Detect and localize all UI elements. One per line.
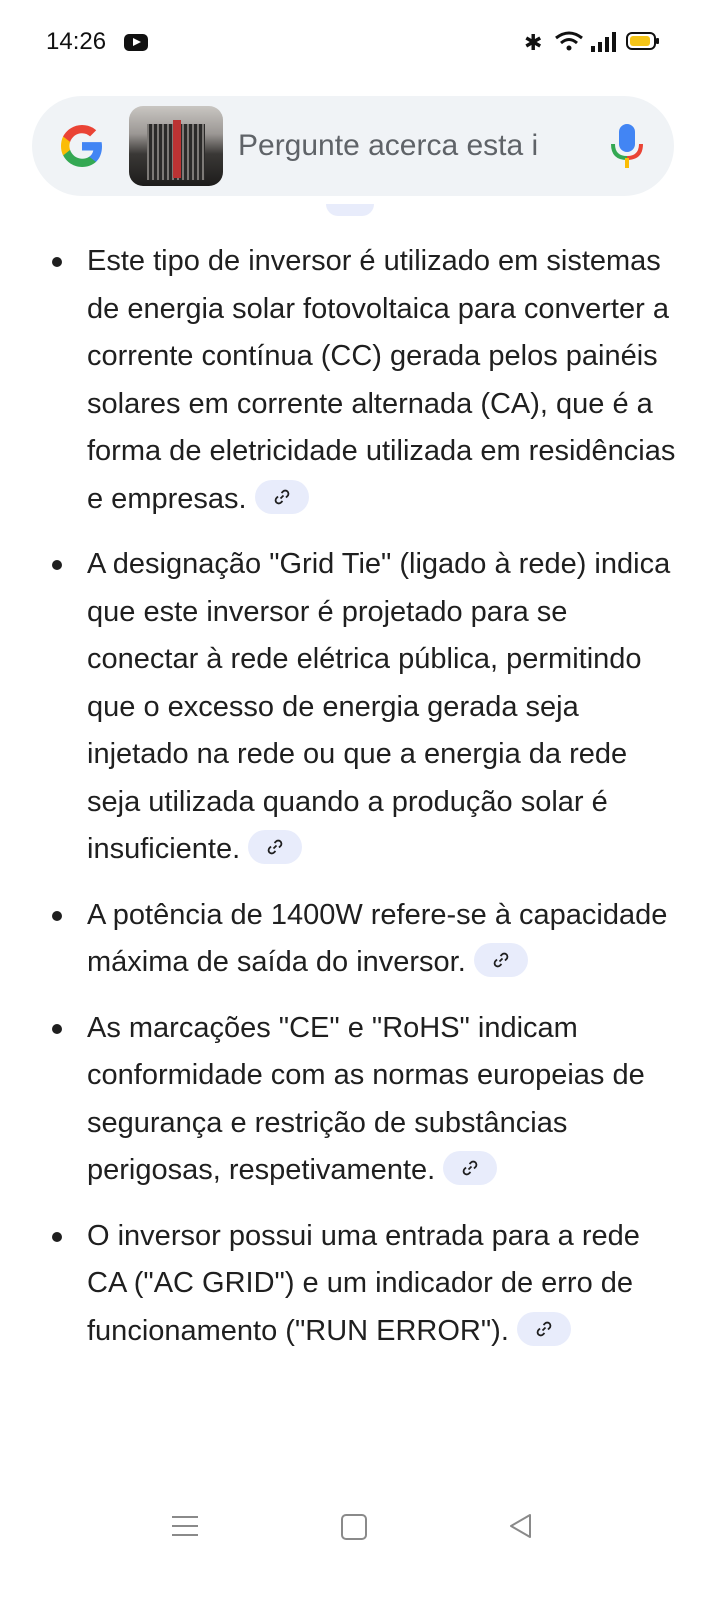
list-item [0, 541, 720, 874]
google-logo-icon[interactable] [58, 122, 106, 170]
source-link-chip[interactable] [474, 943, 528, 977]
home-button[interactable] [341, 1514, 367, 1540]
list-item-text: As marcações "CE" e "RoHS" indicam conformidade com as normas europeias de segurança e restrição de substâncias perigosas, respetivamente. [87, 1011, 645, 1186]
scroll-indicator [326, 204, 374, 216]
battery-icon [626, 32, 656, 50]
search-bar[interactable] [32, 96, 674, 196]
wifi-icon [554, 30, 584, 52]
source-link-chip[interactable] [248, 830, 302, 864]
list-item-text: Este tipo de inversor é utilizado em sistemas de energia solar fotovoltaica para converter a corrente contínua (CC) gerada pelos painéis solares em corrente alternada (CA), que é a forma de eletricidade utilizada em residências e empresas. [87, 245, 676, 515]
bullet-list [0, 238, 720, 1355]
answer-content [0, 238, 720, 1373]
link-icon [492, 951, 510, 969]
link-icon [266, 838, 284, 856]
bluetooth-icon: ✱ [524, 30, 543, 55]
list-item [0, 238, 720, 523]
back-button[interactable] [507, 1512, 533, 1540]
bullet-dot [52, 911, 62, 921]
link-icon [535, 1320, 553, 1338]
search-input[interactable] [238, 126, 568, 166]
link-icon [461, 1159, 479, 1177]
list-item-text: A potência de 1400W refere-se à capacidade máxima de saída do inversor. [87, 898, 668, 978]
status-time: 14:26 [46, 28, 107, 55]
source-link-chip[interactable] [517, 1312, 571, 1346]
bullet-dot [52, 257, 62, 267]
signal-icon [590, 32, 618, 52]
source-link-chip[interactable] [255, 480, 309, 514]
recent-apps-button[interactable] [172, 1516, 198, 1536]
list-item [0, 1005, 720, 1195]
microphone-icon[interactable] [610, 122, 644, 170]
bullet-dot [52, 1232, 62, 1242]
query-image-thumbnail[interactable] [129, 106, 223, 186]
list-item [0, 1213, 720, 1356]
youtube-icon [124, 34, 148, 51]
status-bar [0, 0, 720, 88]
list-item-text: O inversor possui uma entrada para a rede CA ("AC GRID") e um indicador de erro de funcionamento ("RUN ERROR"). [87, 1219, 640, 1347]
list-item-text: A designação "Grid Tie" (ligado à rede) indica que este inversor é projetado para se conectar à rede elétrica pública, permitindo que o excesso de energia gerada seja injetado na rede ou que a energia da rede seja utilizada quando a produção solar é insuficiente. [87, 548, 671, 865]
link-icon [273, 488, 291, 506]
bullet-dot [52, 560, 62, 570]
list-item [0, 892, 720, 987]
system-nav-bar [0, 1496, 720, 1556]
bullet-dot [52, 1024, 62, 1034]
source-link-chip[interactable] [443, 1151, 497, 1185]
